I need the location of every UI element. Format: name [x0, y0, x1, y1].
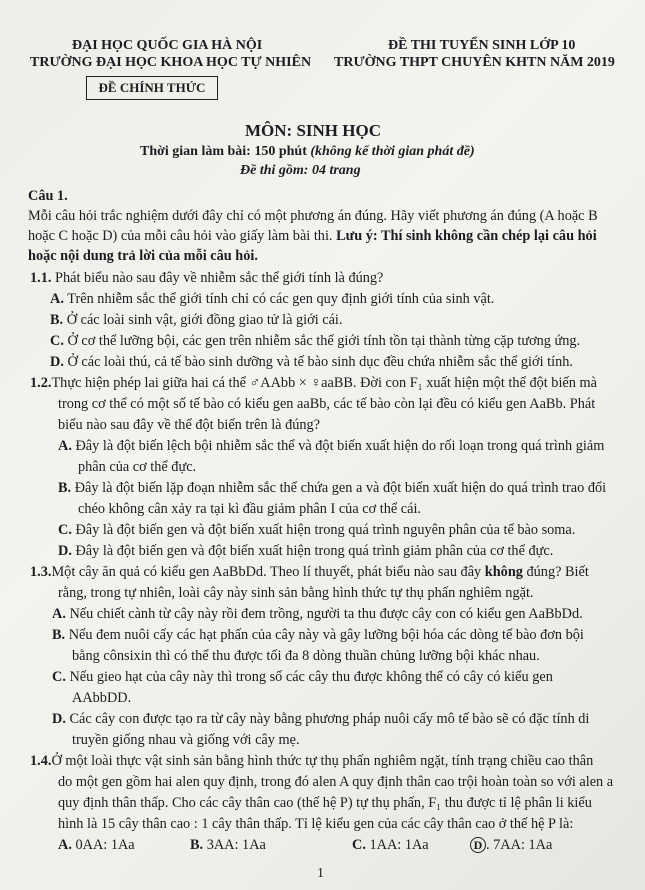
- option-text: Các cây con được tạo ra từ cây này bằng phương pháp nuôi cấy mô tế bào sẽ có đặc tính di: [69, 711, 590, 727]
- option-1-3-a: [52, 604, 583, 624]
- time-allowed: [140, 144, 475, 160]
- question-stem-plain: Một cây ăn quả có kiểu gen AaBbDd. Theo lí thuyết, phát biểu nào sau đây: [51, 564, 485, 580]
- option-1-2-d: [58, 541, 553, 561]
- question-stem: Phát biểu nào sau đây về nhiễm sắc thể giới tính là đúng?: [55, 270, 384, 286]
- university-name: ĐẠI HỌC QUỐC GIA HÀ NỘI: [72, 38, 263, 53]
- option-1-2-a-cont: phân của cơ thể đực.: [78, 459, 197, 475]
- option-letter: B.: [52, 627, 66, 643]
- option-text: Ở các loài sinh vật, giới đồng giao tử là giới cái.: [66, 312, 343, 328]
- option-text: Đây là đột biến gen và đột biến xuất hiện trong quá trình giảm phân của cơ thể đực.: [75, 543, 554, 559]
- option-letter: D.: [52, 711, 66, 727]
- question-number: 1.3.: [30, 564, 52, 580]
- question-1-1: [30, 268, 383, 288]
- option-text: Đây là đột biến lệch bội nhiễm sắc thể và đột biến xuất hiện do rối loạn trong quá trình giảm: [75, 438, 605, 454]
- option-text: Ở các loài thú, cả tế bào sinh dưỡng và tế bào sinh dục đều chứa nhiễm sắc thể giới tính.: [67, 354, 573, 370]
- question-stem-end: đúng? Biết: [522, 564, 589, 580]
- option-letter: B.: [50, 312, 64, 328]
- option-text: Nếu gieo hạt của cây này thì trong số các cây thu được không thể có cây có kiểu gen: [69, 669, 553, 685]
- option-letter: B.: [58, 480, 72, 496]
- option-text: Đây là đột biến lặp đoạn nhiễm sắc thể chứa gen a và đột biến xuất hiện do quá trình trao đổi: [74, 480, 607, 496]
- question-heading: Câu 1.: [28, 188, 68, 204]
- option-1-4-a: [58, 835, 135, 855]
- question-1-2: [30, 373, 597, 393]
- question-stem-line-4: hình là 15 cây thân cao : 1 cây thân thấp. Tỉ lệ kiểu gen của các cây thân cao ở thế hệ P là:: [58, 816, 574, 832]
- option-text: Nếu đem nuôi cấy các hạt phấn của cây này và gây lưỡng bội hóa các dòng tế bào đơn bội: [68, 627, 584, 643]
- question-stem-emphasis: không: [484, 564, 523, 580]
- option-text: . 7AA: 1Aa: [486, 837, 553, 853]
- page-count: Đề thi gồm: 04 trang: [240, 163, 361, 178]
- option-1-1-a: [50, 289, 494, 309]
- option-1-3-d-cont: truyền giống nhau và giống với cây mẹ.: [72, 732, 300, 748]
- option-letter: D.: [50, 354, 64, 370]
- option-1-3-c: [52, 667, 553, 687]
- faculty-name: TRƯỜNG ĐẠI HỌC KHOA HỌC TỰ NHIÊN: [30, 55, 312, 70]
- option-letter: A.: [58, 837, 72, 853]
- option-letter: C.: [50, 333, 64, 349]
- option-letter: A.: [52, 606, 66, 622]
- instruction-note: Lưu ý: Thí sinh không cần chép lại câu hỏi: [336, 228, 597, 244]
- question-1-3: [30, 562, 589, 582]
- option-1-2-a: [58, 436, 604, 456]
- option-1-2-c: [58, 520, 575, 540]
- option-text: Ở cơ thể lưỡng bội, các gen trên nhiễm sắc thể giới tính tồn tại thành từng cặp tương ứng.: [67, 333, 581, 349]
- page-number: 1: [317, 866, 324, 881]
- option-1-3-c-cont: AAbbDD.: [72, 690, 132, 706]
- option-letter: C.: [352, 837, 366, 853]
- instruction-plain: hoặc C hoặc D) của mỗi câu hỏi vào giấy làm bài thi.: [28, 228, 337, 244]
- option-text: Nếu chiết cành từ cây này rồi đem trồng, người ta thu được cây con có kiểu gen AaBbDd.: [69, 606, 583, 622]
- option-1-3-d: [52, 709, 589, 729]
- option-1-1-d: [50, 352, 573, 372]
- question-stem-line-2: rằng, trong tự nhiên, loài cây này sinh sản bằng hình thức tự thụ phấn nghiêm ngặt.: [58, 585, 534, 601]
- question-stem-line-3: biểu nào sau đây về thể đột biến trên là đúng?: [58, 417, 321, 433]
- option-1-2-b: [58, 478, 606, 498]
- option-1-3-b: [52, 625, 584, 645]
- question-stem-line-1: Thực hiện phép lai giữa hai cá thể ♂AAbb × ♀aaBB. Đời con F₁ xuất hiện một thể đột biến mà: [51, 375, 597, 391]
- question-number: 1.4.: [30, 753, 52, 769]
- school-year: TRƯỜNG THPT CHUYÊN KHTN NĂM 2019: [334, 55, 615, 70]
- instruction-line-3: hoặc nội dung trả lời của mỗi câu hỏi.: [28, 248, 258, 264]
- instruction-line-2: [28, 226, 597, 246]
- option-text: Đây là đột biến gen và đột biến xuất hiện trong quá trình nguyên phân của tế bào soma.: [75, 522, 576, 538]
- option-1-1-c: [50, 331, 580, 351]
- subject-title: MÔN: SINH HỌC: [245, 121, 381, 140]
- question-1-4: [30, 751, 593, 771]
- option-1-1-b: [50, 310, 342, 330]
- option-letter: D.: [58, 543, 72, 559]
- time-note: (không kể thời gian phát đề): [310, 144, 475, 159]
- question-stem-line-2: do một gen gồm hai alen quy định, trong đó alen A quy định thân cao trội hoàn toàn so với alen a: [58, 774, 614, 790]
- official-badge: ĐỀ CHÍNH THỨC: [86, 76, 218, 100]
- exam-title: ĐỀ THI TUYỂN SINH LỚP 10: [388, 38, 576, 53]
- option-1-3-b-cont: bằng cônsixin thì có thể thu được tối đa 8 dòng thuần chủng lưỡng bội khác nhau.: [72, 648, 540, 664]
- option-text: 3AA: 1Aa: [206, 837, 266, 853]
- option-1-4-b: [190, 835, 266, 855]
- option-text: 1AA: 1Aa: [369, 837, 429, 853]
- option-letter: C.: [58, 522, 72, 538]
- time-prefix: Thời gian làm bài: 150 phút: [140, 144, 307, 159]
- option-letter: A.: [50, 291, 64, 307]
- question-stem-line-1: Ở một loài thực vật sinh sản bằng hình thức tự thụ phấn nghiêm ngặt, tính trạng chiều cao thân: [51, 753, 594, 769]
- option-text: Trên nhiễm sắc thể giới tính chỉ có các gen quy định giới tính của sinh vật.: [67, 291, 495, 307]
- option-letter: B.: [190, 837, 204, 853]
- option-1-4-d: [470, 835, 552, 855]
- option-text: 0AA: 1Aa: [75, 837, 135, 853]
- option-1-4-c: [352, 835, 429, 855]
- question-stem-line-3: quy định thân thấp. Cho các cây thân cao (thế hệ P) tự thụ phấn, F₁ thu được tỉ lệ phân li kiểu: [58, 795, 592, 811]
- question-number: 1.1.: [30, 270, 52, 286]
- instruction-line-1: Mỗi câu hỏi trắc nghiệm dưới đây chỉ có một phương án đúng. Hãy viết phương án đúng (A hoặc B: [28, 208, 598, 224]
- question-stem-line-2: trong cơ thể có một số tế bào có kiểu gen aaBb, các tế bào còn lại đều có kiểu gen AaBb. Phát: [58, 396, 596, 412]
- question-number: 1.2.: [30, 375, 52, 391]
- option-letter: C.: [52, 669, 66, 685]
- option-1-2-b-cont: chéo không cân xảy ra tại kì đầu giảm phân I của cơ thể cái.: [78, 501, 421, 517]
- circled-answer-mark: D: [470, 837, 486, 853]
- option-letter: A.: [58, 438, 72, 454]
